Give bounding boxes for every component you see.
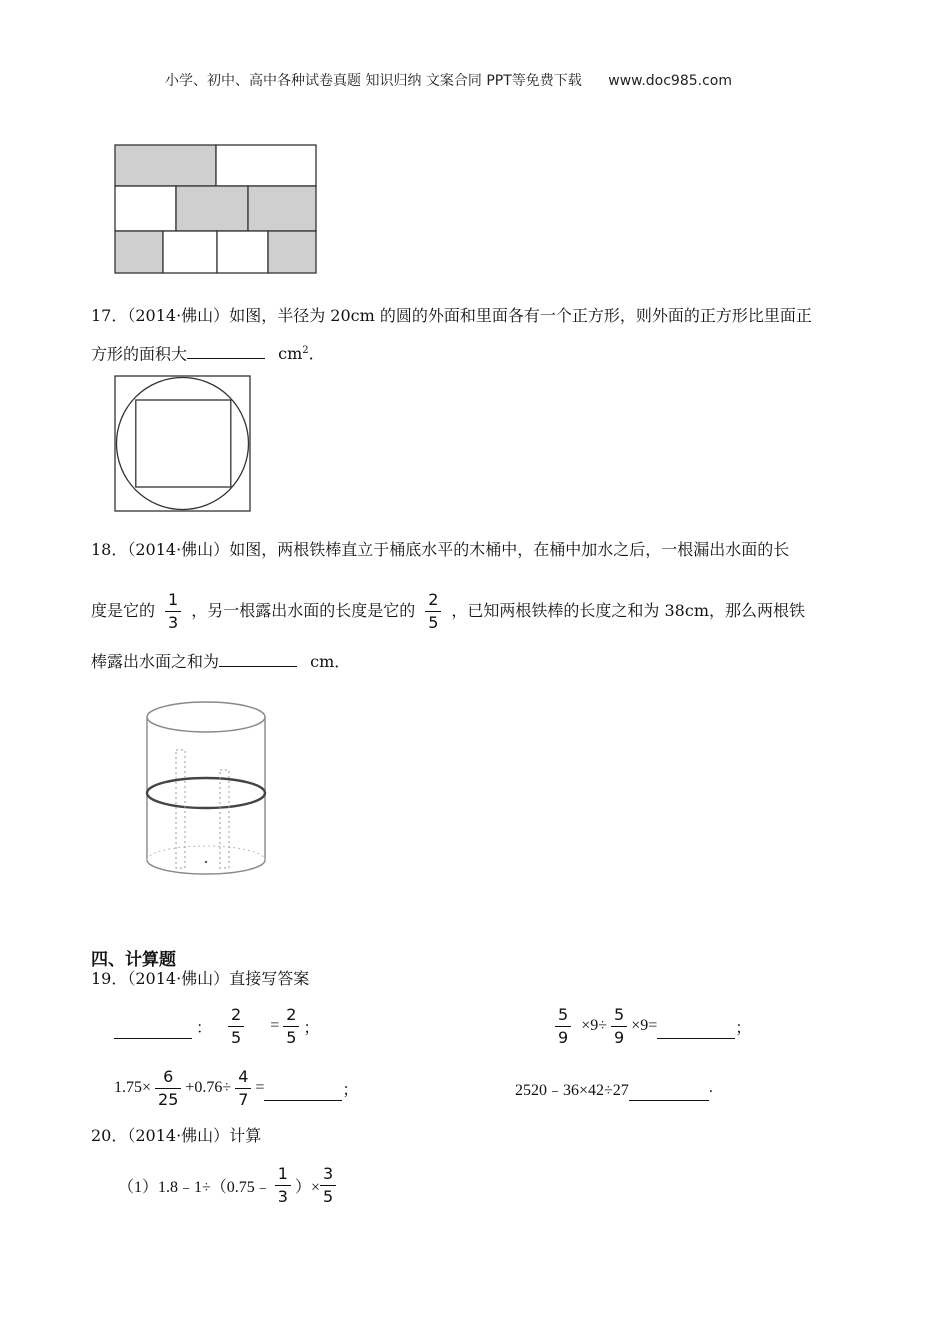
q19-number: 19． xyxy=(91,969,128,988)
frac-den: 25 xyxy=(158,1089,179,1109)
brick-r3-d xyxy=(268,231,316,273)
q20-title: 计算 xyxy=(229,1126,262,1145)
q19-e3-frac-b xyxy=(235,1068,251,1109)
q18-line3 xyxy=(91,652,350,670)
q17-line2 xyxy=(91,343,314,362)
bucket-top-rim xyxy=(147,702,265,732)
q19-e3-blank[interactable] xyxy=(264,1086,342,1101)
fraction-bar xyxy=(275,1185,291,1186)
frac-den: 5 xyxy=(323,1186,334,1206)
q18-fraction-2 xyxy=(425,591,441,632)
fraction-bar xyxy=(555,1026,571,1027)
q18-frac1-num: 1 xyxy=(168,589,179,609)
q19-e4-text: 2520﹣36×42÷27 xyxy=(515,1081,629,1099)
q18-number: 18． xyxy=(91,540,128,559)
q19-e3-frac-a xyxy=(155,1068,181,1109)
q19-source: （2014·佛山） xyxy=(127,969,230,988)
q17-number: 17． xyxy=(91,306,128,325)
q17-unit-sup: 2 xyxy=(302,345,309,356)
fraction-bar xyxy=(155,1088,181,1089)
rod-1 xyxy=(176,750,185,868)
q20-p1-frac-b xyxy=(320,1165,336,1206)
brick-r3-c xyxy=(217,231,268,273)
brick-figure xyxy=(114,145,318,275)
q18-answer-blank[interactable] xyxy=(219,652,297,667)
fraction-bar xyxy=(425,611,441,612)
fraction-bar xyxy=(283,1026,299,1027)
q19-e1-frac-a xyxy=(228,1006,244,1047)
brick-r1-b xyxy=(216,145,316,186)
bucket-center-dot xyxy=(205,861,207,863)
q18-unit: cm． xyxy=(310,652,351,671)
fraction-bar xyxy=(235,1088,251,1089)
q20-p1-frac-a xyxy=(275,1165,291,1206)
brick-r2-b xyxy=(176,186,248,231)
q20-part-1 xyxy=(118,1162,340,1208)
frac-num: 6 xyxy=(163,1066,174,1086)
q19-e2-tail: ×9= xyxy=(631,1017,658,1034)
frac-num: 1 xyxy=(277,1163,288,1183)
q17-text2: 方形的面积大 xyxy=(91,344,188,364)
q19-title: 直接写答案 xyxy=(229,969,310,988)
q18-frac1-den: 3 xyxy=(168,612,179,632)
q19-e1-op: ： xyxy=(196,1019,213,1037)
water-surface xyxy=(147,778,265,808)
q18-fraction-1 xyxy=(165,591,181,632)
q19-e4-blank[interactable] xyxy=(629,1086,709,1101)
q19-expr-4 xyxy=(515,1065,713,1111)
circle-square-figure xyxy=(114,375,252,513)
section-4-title: 四、计算题 xyxy=(91,950,176,970)
q17-end: . xyxy=(308,344,314,364)
q19-line1 xyxy=(91,971,309,987)
q17-unit: cm xyxy=(278,344,303,364)
frac-den: 7 xyxy=(238,1089,249,1109)
header-text: 小学、初中、高中各种试卷真题 知识归纳 文案合同 PPT等免费下载 xyxy=(165,73,582,89)
header-url[interactable]: www.doc985.com xyxy=(608,73,732,89)
q17-source: （2014·佛山） xyxy=(127,306,230,325)
bucket-figure xyxy=(140,695,275,875)
q19-e2-frac-a xyxy=(555,1006,571,1047)
q19-e2-blank[interactable] xyxy=(657,1024,735,1039)
q20-source: （2014·佛山） xyxy=(127,1126,230,1145)
q20-number: 20． xyxy=(91,1126,128,1145)
q19-expr-3 xyxy=(114,1065,358,1111)
fraction-bar xyxy=(228,1026,244,1027)
frac-num: 5 xyxy=(558,1004,569,1024)
brick-r3-b xyxy=(163,231,217,273)
q20-p1-pre: （1）1.8﹣1÷（0.75﹣ xyxy=(118,1178,271,1196)
q18-frac2-num: 2 xyxy=(428,589,439,609)
q18-text2b: ，另一根露出水面的长度是它的 xyxy=(191,601,416,620)
q19-e1-eq: = xyxy=(270,1017,280,1034)
q18-text2a: 度是它的 xyxy=(91,601,156,620)
q19-expr-2 xyxy=(551,1003,751,1049)
q18-text1: 如图，两根铁棒直立于桶底水平的木桶中，在桶中加水之后，一根漏出水面的长 xyxy=(229,540,790,559)
fraction-bar xyxy=(611,1026,627,1027)
brick-r1-a xyxy=(115,145,216,186)
q19-e2-end: ； xyxy=(735,1019,752,1037)
brick-r2-a xyxy=(115,186,176,231)
q18-text3: 棒露出水面之和为 xyxy=(91,652,220,671)
q18-line2 xyxy=(91,588,805,634)
frac-den: 9 xyxy=(558,1027,569,1047)
frac-num: 2 xyxy=(231,1004,242,1024)
q19-e1-end: ； xyxy=(303,1019,320,1037)
q20-line1 xyxy=(91,1128,261,1144)
q19-e4-end: . xyxy=(708,1079,713,1096)
frac-den: 5 xyxy=(231,1027,242,1047)
brick-r3-a xyxy=(115,231,163,273)
frac-den: 9 xyxy=(614,1027,625,1047)
q19-e1-blank[interactable] xyxy=(114,1024,192,1039)
q19-expr-1 xyxy=(114,1003,319,1049)
inner-square xyxy=(136,400,231,487)
q18-line1 xyxy=(91,542,789,558)
frac-num: 2 xyxy=(286,1004,297,1024)
frac-num: 3 xyxy=(323,1163,334,1183)
q17-answer-blank[interactable] xyxy=(187,344,265,359)
q18-text2c: ，已知两根铁棒的长度之和为 38cm，那么两根铁 xyxy=(451,601,805,620)
page-header xyxy=(165,70,732,90)
q19-e2-mid: ×9÷ xyxy=(581,1017,607,1034)
rod-2 xyxy=(220,770,229,868)
q19-e3-end: ； xyxy=(342,1081,359,1099)
q19-e3-tail: = xyxy=(255,1079,265,1096)
q18-source: （2014·佛山） xyxy=(127,540,230,559)
frac-den: 5 xyxy=(286,1027,297,1047)
brick-r2-c xyxy=(248,186,316,231)
q18-frac2-den: 5 xyxy=(428,612,439,632)
q19-e2-frac-b xyxy=(611,1006,627,1047)
q19-e3-mid: +0.76÷ xyxy=(185,1079,232,1096)
q17-text1: 如图，半径为 20cm 的圆的外面和里面各有一个正方形，则外面的正方形比里面正 xyxy=(229,306,812,325)
q19-e3-pre: 1.75× xyxy=(114,1079,152,1096)
frac-num: 5 xyxy=(614,1004,625,1024)
frac-num: 4 xyxy=(238,1066,249,1086)
fraction-bar xyxy=(320,1185,336,1186)
fraction-bar xyxy=(165,611,181,612)
bucket-bottom-back xyxy=(147,846,265,860)
q17-line1 xyxy=(91,308,812,324)
q20-p1-mid: ）× xyxy=(294,1178,321,1196)
q19-e1-frac-b xyxy=(283,1006,299,1047)
frac-den: 3 xyxy=(277,1186,288,1206)
